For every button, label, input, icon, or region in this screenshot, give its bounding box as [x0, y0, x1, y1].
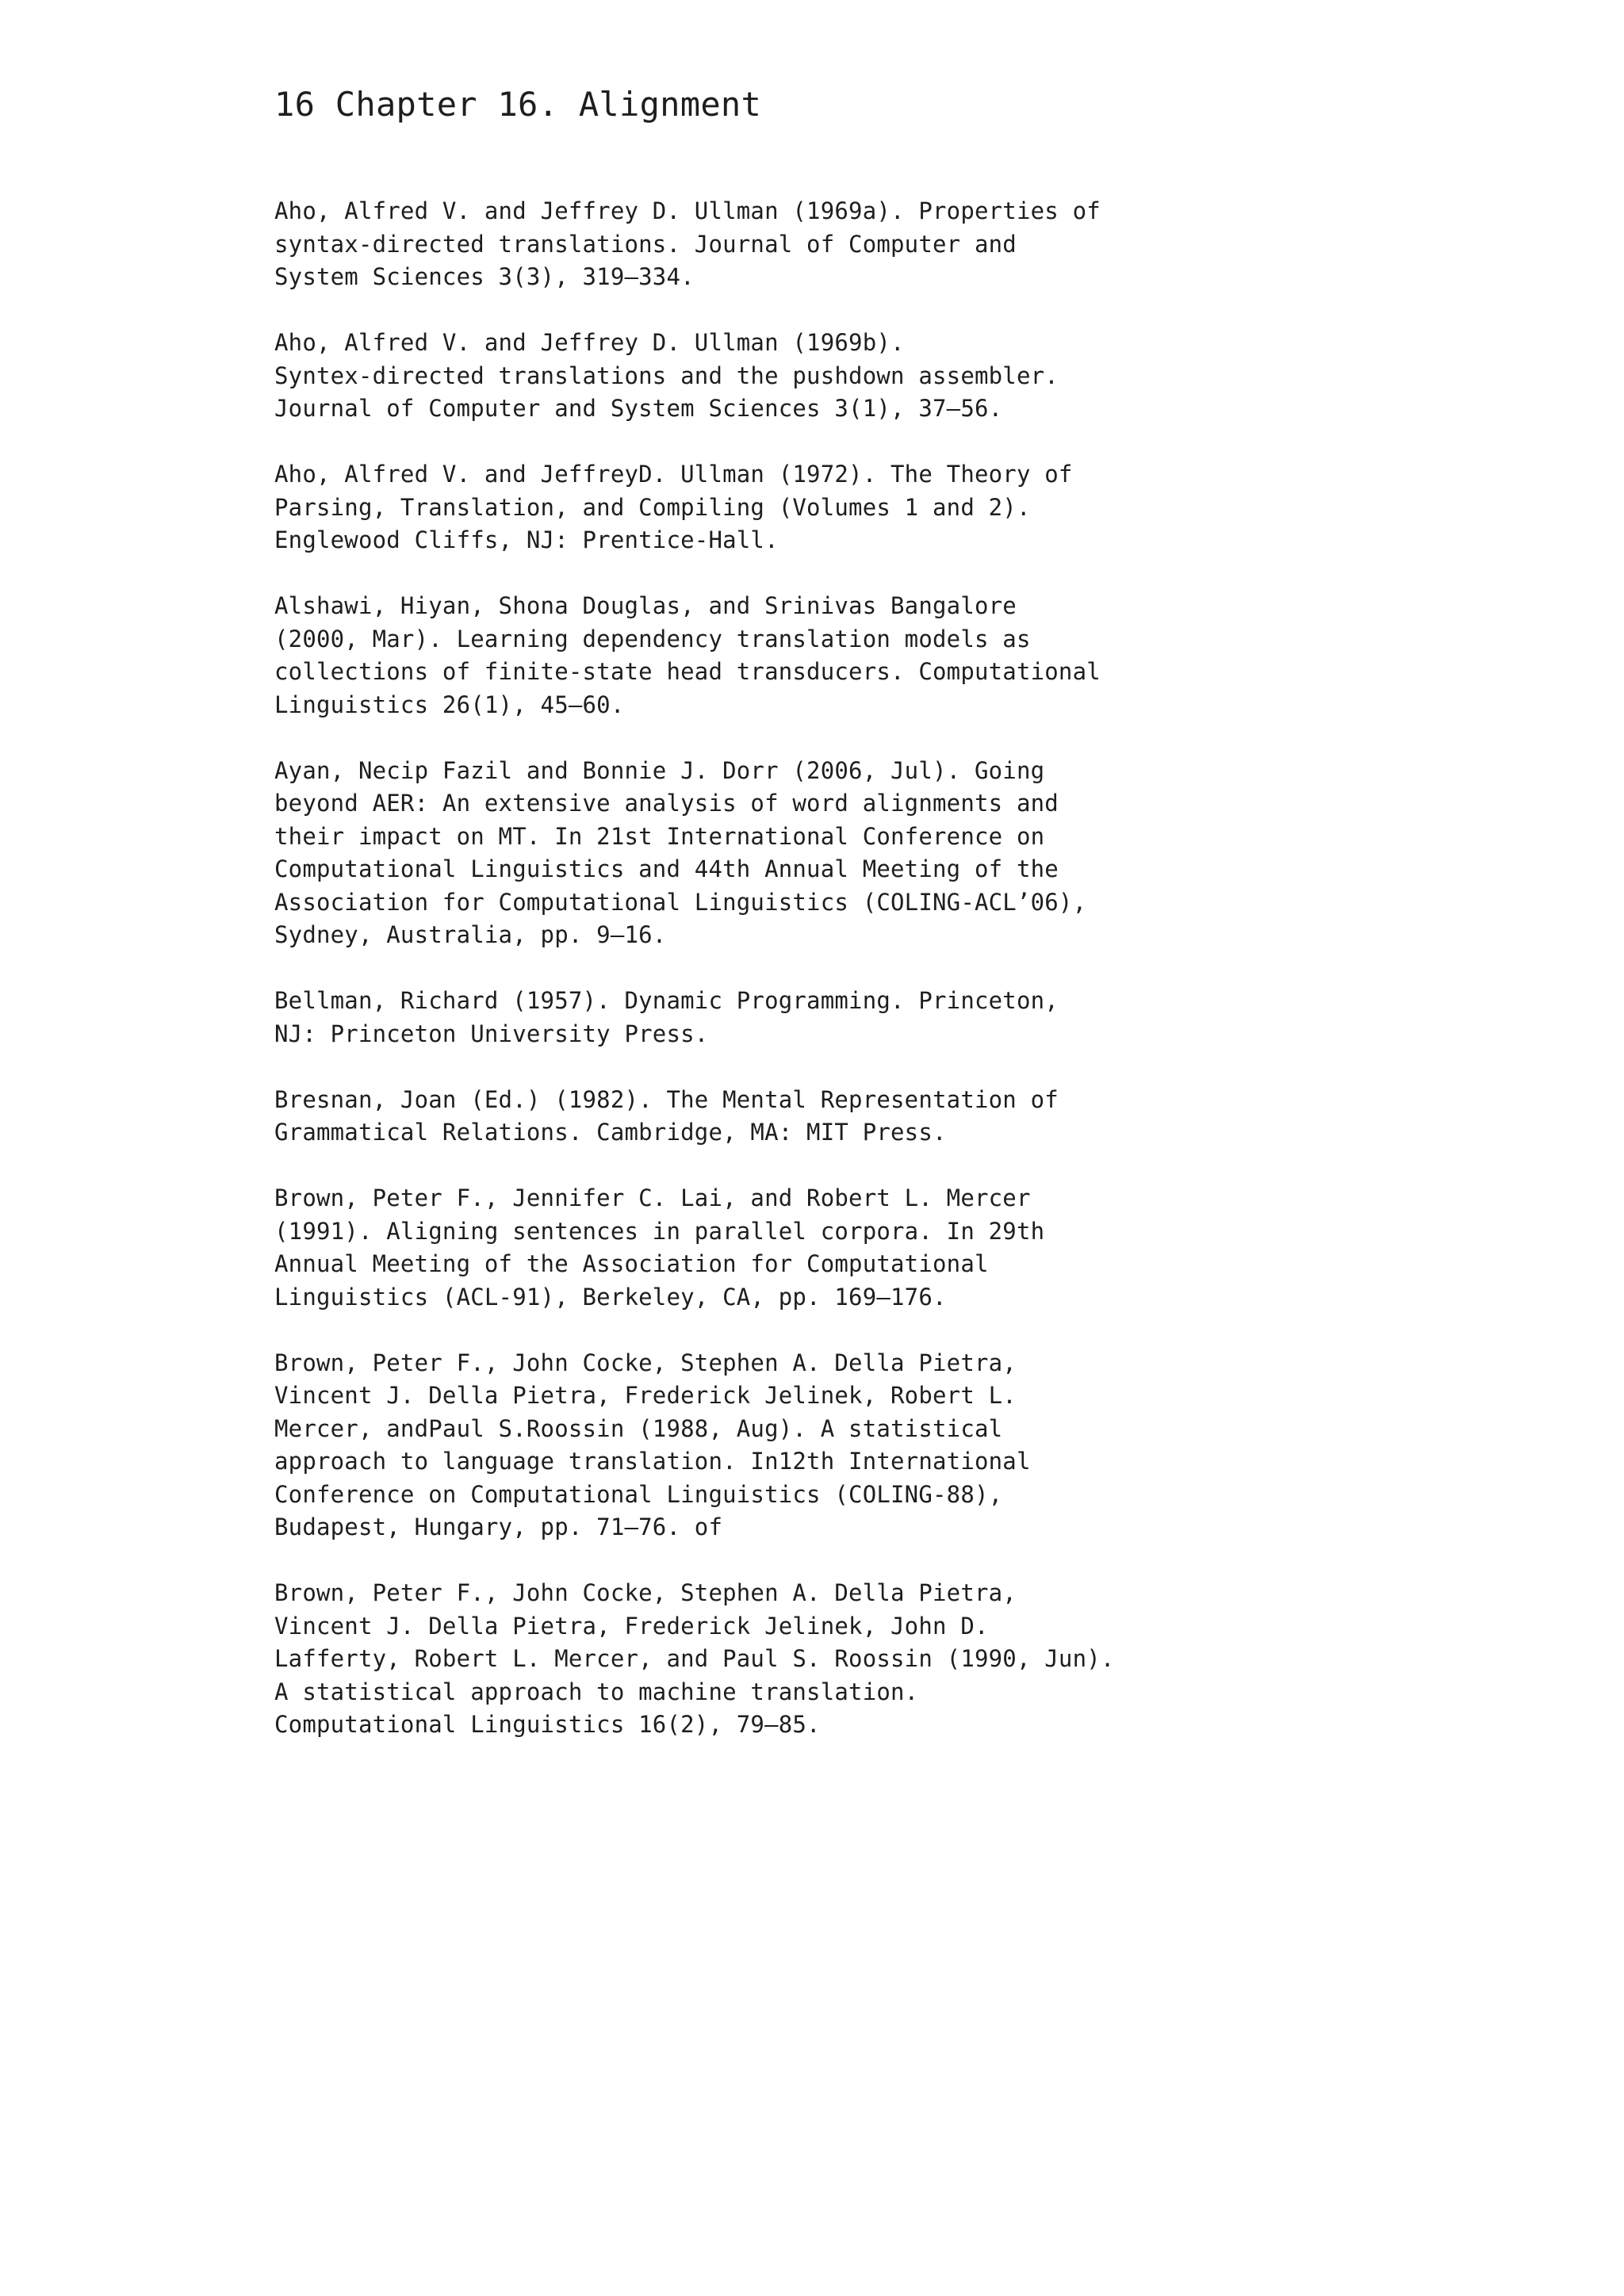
reference-line: Brown, Peter F., John Cocke, Stephen A. Della Pietra,: [274, 1349, 1017, 1376]
reference-line: beyond AER: An extensive analysis of word alignments and: [274, 790, 1059, 817]
reference-line: Aho, Alfred V. and Jeffrey D. Ullman (1969a). Properties of: [274, 197, 1101, 224]
reference-line: Vincent J. Della Pietra, Frederick Jelinek, John D.: [274, 1612, 989, 1640]
reference-line: Association for Computational Linguistics (COLING-ACL’06),: [274, 888, 1087, 916]
reference-line: Bellman, Richard (1957). Dynamic Programming. Princeton,: [274, 987, 1059, 1014]
reference-line: Mercer, andPaul S.Roossin (1988, Aug). A statistical: [274, 1414, 1003, 1442]
document-page: [274, 76, 1543, 1774]
reference-line: Englewood Cliffs, NJ: Prentice-Hall.: [274, 526, 779, 553]
reference-entry: [274, 195, 1543, 294]
reference-line: Syntex-directed translations and the pushdown assembler.: [274, 362, 1059, 389]
reference-entry: [274, 1084, 1543, 1150]
reference-line: Ayan, Necip Fazil and Bonnie J. Dorr (2006, Jul). Going: [274, 756, 1045, 784]
reference-line: Parsing, Translation, and Compiling (Volumes 1 and 2).: [274, 493, 1031, 521]
reference-list: [274, 195, 1543, 1742]
reference-line: System Sciences 3(3), 319–334.: [274, 263, 695, 290]
chapter-title: Chapter 16. Alignment: [335, 85, 762, 124]
reference-line: (2000, Mar). Learning dependency translation models as: [274, 625, 1031, 652]
reference-line: Budapest, Hungary, pp. 71–76. of: [274, 1513, 723, 1540]
reference-entry: [274, 327, 1543, 426]
reference-line: Sydney, Australia, pp. 9–16.: [274, 921, 667, 948]
reference-entry: [274, 755, 1543, 952]
reference-line: Aho, Alfred V. and Jeffrey D. Ullman (1969b).: [274, 329, 905, 356]
reference-entry: [274, 985, 1543, 1050]
reference-line: approach to language translation. In12th International: [274, 1448, 1031, 1475]
reference-line: syntax-directed translations. Journal of Computer and: [274, 230, 1017, 258]
reference-line: Journal of Computer and System Sciences 3(1), 37–56.: [274, 395, 1003, 422]
reference-line: Bresnan, Joan (Ed.) (1982). The Mental Representation of: [274, 1085, 1059, 1113]
reference-line: (1991). Aligning sentences in parallel corpora. In 29th: [274, 1217, 1045, 1245]
reference-line: Linguistics 26(1), 45–60.: [274, 691, 625, 718]
running-header: [274, 76, 1543, 133]
reference-line: Brown, Peter F., Jennifer C. Lai, and Robert L. Mercer: [274, 1184, 1031, 1211]
reference-entry: [274, 458, 1543, 557]
reference-line: Conference on Computational Linguistics (COLING-88),: [274, 1480, 1003, 1508]
reference-line: A statistical approach to machine translation.: [274, 1678, 919, 1705]
reference-entry: [274, 590, 1543, 721]
reference-entry: [274, 1182, 1543, 1314]
reference-line: collections of finite-state head transducers. Computational: [274, 658, 1101, 685]
reference-line: Aho, Alfred V. and JeffreyD. Ullman (1972). The Theory of: [274, 461, 1073, 488]
reference-line: their impact on MT. In 21st International Conference on: [274, 822, 1045, 850]
reference-line: Computational Linguistics 16(2), 79–85.: [274, 1711, 821, 1738]
reference-line: Grammatical Relations. Cambridge, MA: MIT Press.: [274, 1119, 947, 1146]
reference-line: Lafferty, Robert L. Mercer, and Paul S. Roossin (1990, Jun).: [274, 1645, 1115, 1672]
page-number: 16: [274, 85, 316, 124]
reference-line: Computational Linguistics and 44th Annual Meeting of the: [274, 855, 1059, 882]
reference-entry: [274, 1347, 1543, 1544]
reference-entry: [274, 1577, 1543, 1742]
reference-line: NJ: Princeton University Press.: [274, 1020, 709, 1047]
reference-line: Alshawi, Hiyan, Shona Douglas, and Srinivas Bangalore: [274, 592, 1017, 619]
reference-line: Vincent J. Della Pietra, Frederick Jelinek, Robert L.: [274, 1382, 1017, 1409]
reference-line: Annual Meeting of the Association for Computational: [274, 1250, 989, 1277]
reference-line: Linguistics (ACL-91), Berkeley, CA, pp. 169–176.: [274, 1283, 947, 1311]
reference-line: Brown, Peter F., John Cocke, Stephen A. Della Pietra,: [274, 1579, 1017, 1606]
